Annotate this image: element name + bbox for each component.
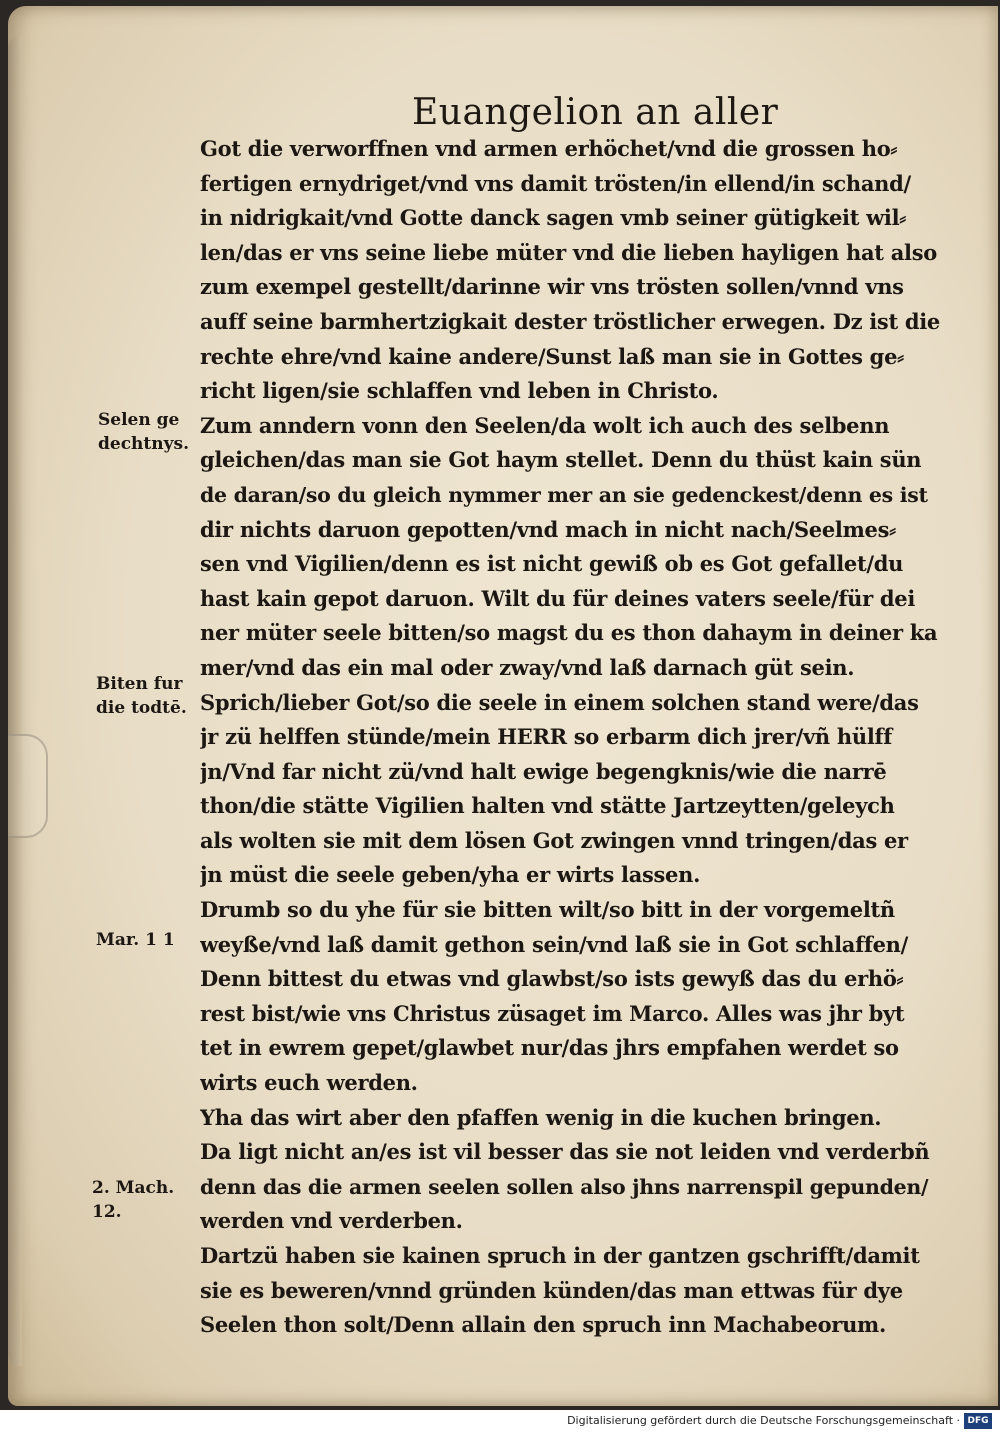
text-line: in nidrigkait/vnd Gotte danck sagen vmb seiner gütigkeit wil⸗: [200, 205, 906, 231]
text-line: fertigen ernydriget/vnd vns damit trösten/in ellend/in schand/: [200, 170, 911, 196]
text-line: denn das die armen seelen sollen also jhns narrenspil gepunden/: [200, 1174, 929, 1199]
text-line: zum exempel gestellt/darinne wir vns trösten sollen/vnnd vns: [200, 274, 904, 300]
text-line: thon/die stätte Vigilien halten vnd stätte Jartzeytten/geleych: [200, 793, 895, 819]
margin-note-line: Selen ge: [98, 410, 180, 430]
text-line: sie es beweren/vnnd gründen künden/das man ettwas für dye: [200, 1277, 903, 1303]
margin-note-line: Mar. 1 1: [96, 930, 175, 950]
text-line: rest bist/wie vns Christus züsaget im Marco. Alles was jhr byt: [200, 1000, 905, 1026]
text-line: jr zü helffen stünde/mein HERR so erbarm dich jrer/vñ hülff: [200, 724, 892, 750]
text-line: wirts euch werden.: [200, 1070, 418, 1096]
margin-note-line: 2. Mach.: [92, 1178, 175, 1198]
text-line: weyße/vnd laß damit gethon sein/vnd laß sie in Got schlaffen/: [200, 931, 908, 957]
margin-note-line: Biten fur: [96, 674, 183, 694]
text-line: Da ligt nicht an/es ist vil besser das sie not leiden vnd verderbñ: [200, 1139, 930, 1165]
text-line: werden vnd verderben.: [200, 1208, 463, 1234]
dfg-logo-icon: DFG: [964, 1413, 992, 1429]
text-line: Zum anndern vonn den Seelen/da wolt ich auch des selbenn: [200, 412, 890, 438]
margin-note-machabeorum-reference: [92, 1176, 174, 1224]
margin-note-line: dechtnys.: [98, 434, 189, 454]
text-line: gleichen/das man sie Got haym stellet. Denn du thüst kain sün: [200, 447, 922, 473]
text-line: jn/Vnd far nicht zü/vnd halt ewige begengknis/wie die narrē: [200, 758, 887, 784]
margin-note-line: die todtē.: [96, 698, 187, 718]
text-line: richt ligen/sie schlaffen vnd leben in Christo.: [200, 378, 719, 404]
running-header: Euangelion an aller: [412, 92, 779, 133]
text-line: mer/vnd das ein mal oder zway/vnd laß darnach güt sein.: [200, 654, 855, 680]
text-line: auff seine barmhertzigkait dester tröstlicher erwegen. Dz ist die: [200, 308, 940, 334]
text-line: tet in ewrem gepet/glawbet nur/das jhrs empfahen werdet so: [200, 1035, 899, 1061]
text-line: de daran/so du gleich nymmer mer an sie gedenckest/denn es ist: [200, 482, 928, 507]
text-line: dir nichts daruon gepotten/vnd mach in nicht nach/Seelmes⸗: [200, 516, 896, 542]
page-edge: [8, 36, 22, 1366]
text-line: sen vnd Vigilien/denn es ist nicht gewiß ob es Got gefallet/du: [200, 551, 904, 577]
main-text-block: [200, 132, 940, 1343]
text-line: Yha das wirt aber den pfaffen wenig in die kuchen bringen.: [200, 1104, 882, 1130]
text-line: rechte ehre/vnd kaine andere/Sunst laß man sie in Gottes ge⸗: [200, 343, 904, 369]
margin-note-seelengedaechtnis: [98, 408, 189, 456]
paper-clip-mark: [8, 734, 48, 838]
text-line: als wolten sie mit dem lösen Got zwingen vnnd tringen/das er: [200, 827, 908, 853]
text-line: Sprich/lieber Got/so die seele in einem solchen stand were/das: [200, 689, 919, 715]
text-line: len/das er vns seine liebe müter vnd die lieben hayligen hat also: [200, 239, 937, 265]
text-line: Seelen thon solt/Denn allain den spruch inn Machabeorum.: [200, 1312, 886, 1338]
text-line: hast kain gepot daruon. Wilt du für deines vaters seele/für dei: [200, 585, 916, 611]
text-line: Drumb so du yhe für sie bitten wilt/so bitt in der vorgemeltñ: [200, 897, 895, 923]
text-line: ner müter seele bitten/so magst du es thon dahaym in deiner ka: [200, 620, 938, 646]
margin-note-bitten-fuer-die-toten: [96, 672, 187, 720]
text-line: jn müst die seele geben/yha er wirts lassen.: [200, 862, 701, 888]
footer-credit: Digitalisierung gefördert durch die Deutsche Forschungsgemeinschaft ·: [567, 1414, 960, 1427]
margin-note-marcus-reference: [96, 928, 175, 952]
text-line: Dartzü haben sie kainen spruch in der gantzen gschrifft/damit: [200, 1243, 920, 1268]
text-line: Denn bittest du etwas vnd glawbst/so ists gewyß das du erhö⸗: [200, 966, 904, 992]
text-line: Got die verworffnen vnd armen erhöchet/vnd die grossen ho⸗: [200, 136, 898, 161]
margin-note-line: 12.: [92, 1202, 122, 1222]
